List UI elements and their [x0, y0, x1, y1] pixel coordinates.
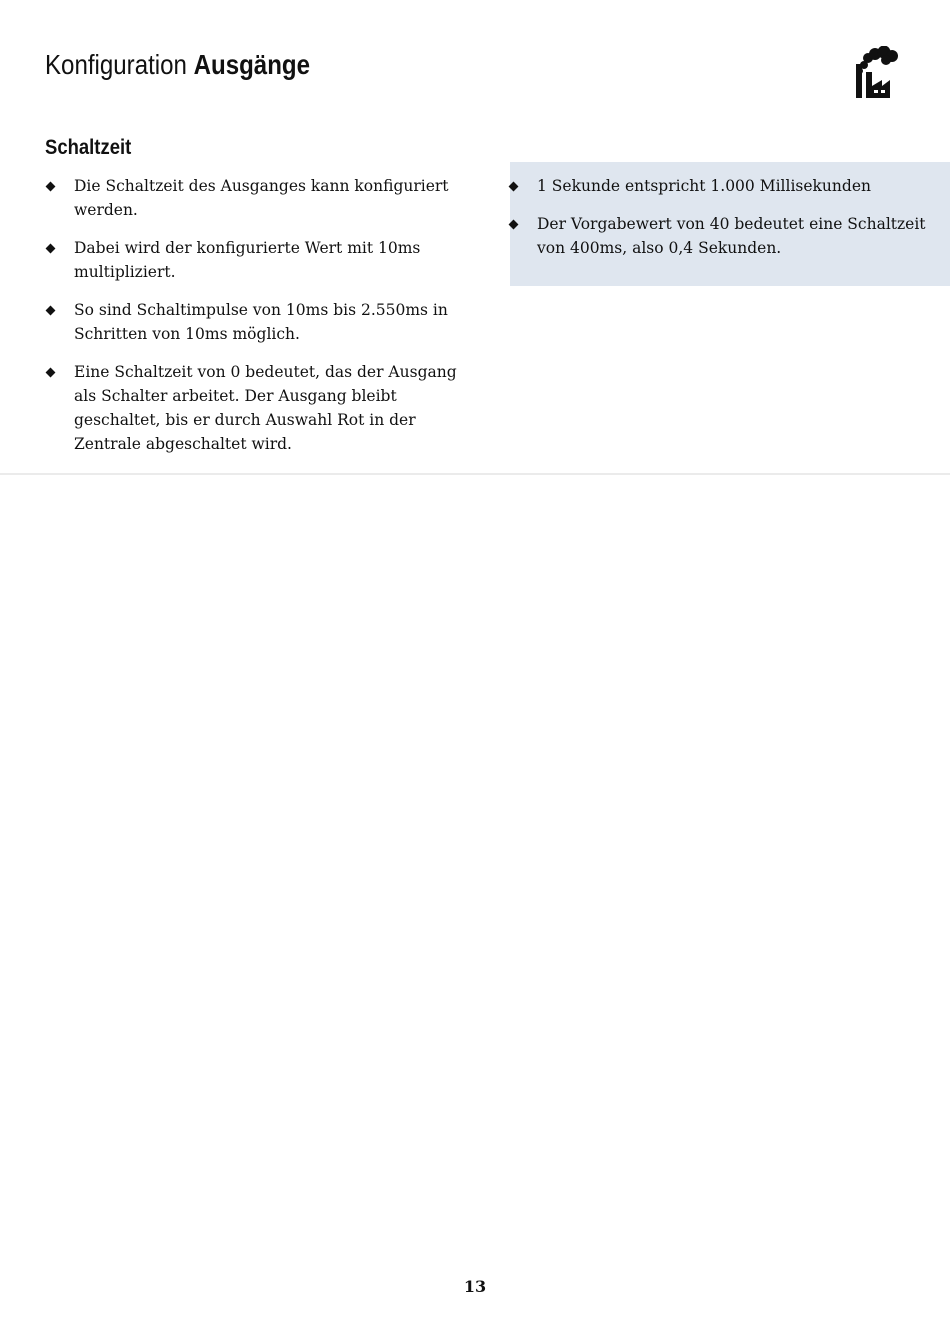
page-title-regular: Konfiguration	[45, 49, 187, 80]
list-item-text: 1 Sekunde entspricht 1.000 Millisekunden	[537, 177, 871, 195]
page-title-bold: Ausgänge	[193, 49, 311, 80]
section-divider	[0, 473, 950, 475]
list-item-text: Eine Schaltzeit von 0 bedeutet, das der Ausgang als Schalter arbeitet. Der Ausgang bleibt geschaltet, bis er durch Auswahl Rot in der Zentrale abgeschaltet wird.	[74, 363, 457, 453]
diamond-bullet-icon	[509, 220, 519, 230]
page-title	[45, 44, 310, 86]
page-number: 13	[463, 1277, 487, 1296]
list-item-text: Der Vorgabewert von 40 bedeutet eine Schaltzeit von 400ms, also 0,4 Sekunden.	[537, 215, 926, 257]
list-item	[508, 212, 928, 260]
list-item-text: Dabei wird der konfigurierte Wert mit 10ms multipliziert.	[74, 239, 421, 281]
list-item	[45, 298, 465, 346]
list-item-text: Die Schaltzeit des Ausganges kann konfiguriert werden.	[74, 177, 449, 219]
list-item	[45, 174, 465, 222]
list-item-text: So sind Schaltimpulse von 10ms bis 2.550ms in Schritten von 10ms möglich.	[74, 301, 448, 343]
diamond-bullet-icon	[46, 306, 56, 316]
left-bullet-list	[45, 174, 465, 470]
diamond-bullet-icon	[46, 182, 56, 192]
list-item	[45, 360, 465, 456]
factory-icon	[852, 46, 900, 100]
list-item	[508, 174, 928, 198]
section-heading: Schaltzeit	[45, 136, 132, 159]
list-item	[45, 236, 465, 284]
diamond-bullet-icon	[46, 368, 56, 378]
diamond-bullet-icon	[46, 244, 56, 254]
info-bullet-list	[508, 174, 928, 274]
diamond-bullet-icon	[509, 182, 519, 192]
